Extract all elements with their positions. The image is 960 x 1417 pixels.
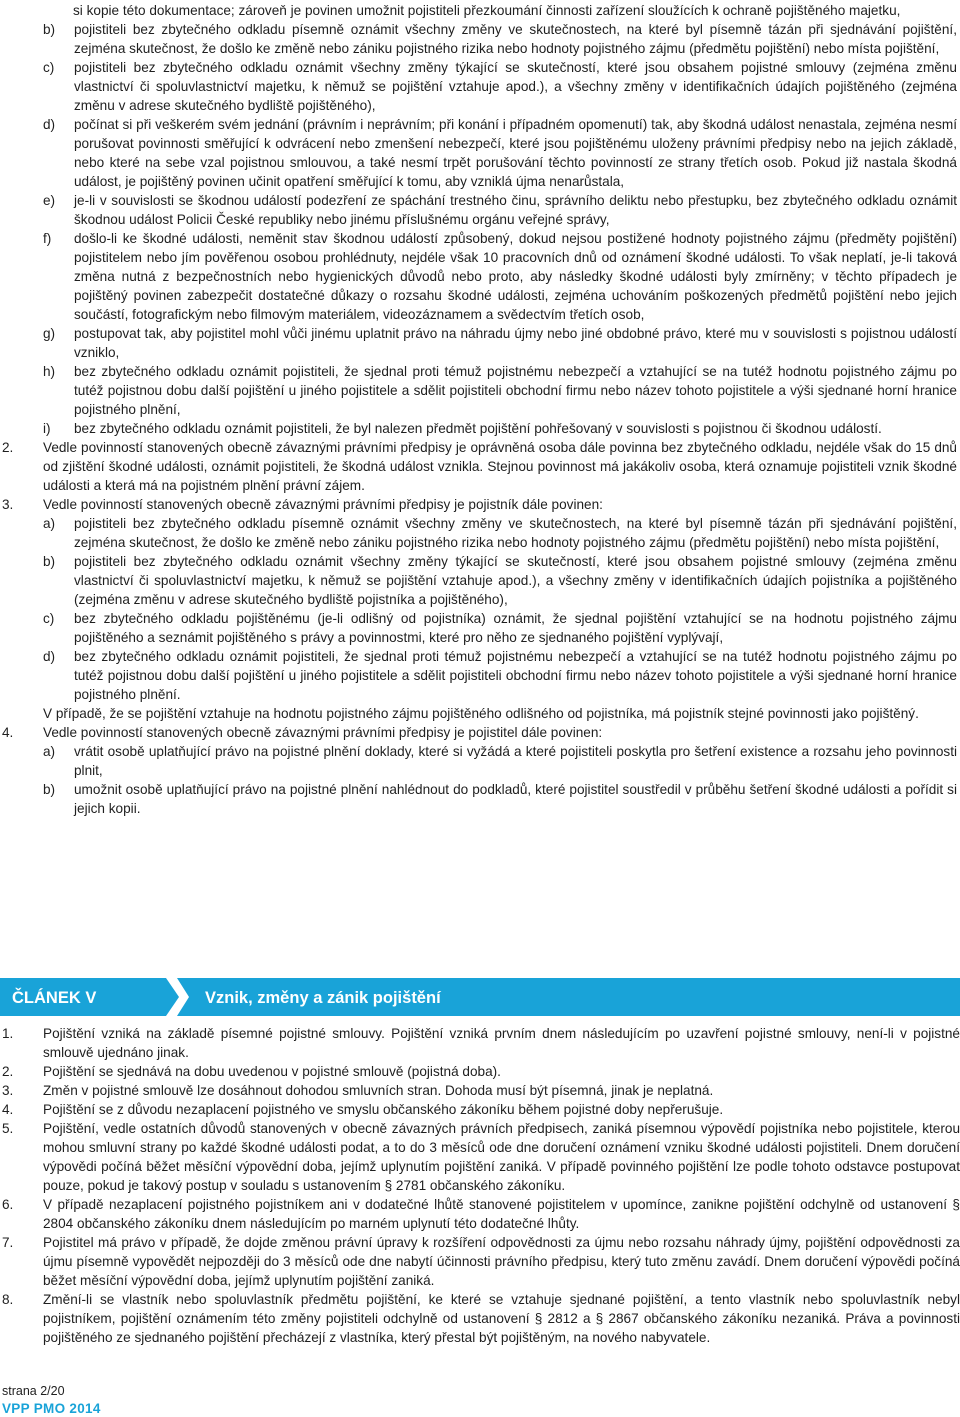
list-item-label: g): [43, 326, 56, 341]
numbered-paragraph-label: 7.: [2, 1235, 14, 1250]
list-item: [43, 742, 957, 780]
numbered-paragraph-text: V případě nezaplacení pojistného pojistníkem ani v dodatečné lhůtě stanovené pojistitelem v upomínce, zanikne pojištění odchylně od ustanovení § 2804 občanského zákoníku dnem následujícím po marném uplynutí této dodatečné lhůty.: [43, 1197, 960, 1231]
numbered-paragraph-label: 8.: [2, 1292, 14, 1307]
list-item: [43, 324, 957, 362]
list-item-text: pojistiteli bez zbytečného odkladu písemně oznámit všechny změny ve skutečnostech, na které byl písemně tázán při sjednávání pojištění, zejména skutečnost, že došlo ke změně nebo zániku pojistného rizika nebo hodnoty pojistného zájmu (předmětu pojištění) nebo místa pojištění,: [74, 516, 957, 550]
numbered-paragraph-text: Změn v pojistné smlouvě lze dosáhnout dohodou smluvních stran. Dohoda musí být písemná, jinak je neplatná.: [43, 1083, 714, 1098]
article-number: ČLÁNEK V: [12, 989, 97, 1007]
numbered-paragraph: [0, 438, 960, 495]
page-number: strana 2/20: [2, 1384, 65, 1398]
policyholder-obligation-list: [0, 514, 960, 704]
list-item: [43, 362, 957, 419]
list-item-label: a): [43, 744, 56, 759]
list-item-text: počínat si při veškerém svém jednání (právním i neprávním; při konání i případném opomenutí) tak, aby škodná událost nenastala, zejména nesmí porušovat povinnosti směřující k odvrácení nebo zmenšení nebezpečí, které jsou pojištěnému uloženy právními předpisy nebo na jejich základě, nebo které na sebe vzal pojistnou smlouvou, a také nesmí trpět porušování těchto povinností ze strany třetích osob. Pokud již nastala škodná událost, je pojištěný povinen učinit opatření směřující k tomu, aby vzniklá újma nenarůstala,: [74, 117, 957, 189]
numbered-paragraph-text: Pojistitel má právo v případě, že dojde změnou právní úpravy k rozšíření odpovědnosti za újmu nebo rozsahu náhrady újmy, pojištění odpovědnosti za újmu písemně vypovědět nejpozději do 3 měsíců ode dne nabytí účinnosti právního předpisu, který tuto změnu zavádí. Dnem doručení výpovědi počíná běžet měsíční výpovědní doba, jejímž uplynutím pojištění zaniká.: [43, 1235, 960, 1288]
document-code: VPP PMO 2014: [2, 1401, 101, 1416]
insurer-obligation-list: [0, 742, 960, 818]
numbered-paragraph: [0, 1233, 960, 1290]
numbered-paragraph-text: Změní-li se vlastník nebo spoluvlastník předmětu pojištění, ke které se vztahuje sjednané pojištění, a tento vlastník nebo spoluvlastník nebyl pojistníkem, pojištění oznámením této změny pojistiteli odchylně od ustanovení § 2812 a § 2867 občanského zákoníku nezaniká. Práva a povinnosti pojištěného ze sjednaného pojištění přecházejí z vlastníka, který přestal být pojištěným, na nového nabyvatele.: [43, 1292, 960, 1345]
continued-paragraph: si kopie této dokumentace; zároveň je povinen umožnit pojistiteli přezkoumání činnosti zařízení sloužících k ochraně pojištěného majetku,: [73, 3, 901, 18]
numbered-paragraph-label: 4.: [2, 1102, 14, 1117]
list-item-text: pojistiteli bez zbytečného odkladu písemně oznámit všechny změny ve skutečnostech, na které byl písemně tázán při sjednávání pojištění, zejména skutečnost, že došlo ke změně nebo zániku pojistného rizika nebo hodnoty pojistného zájmu (předmětu pojištění) nebo místa pojištění,: [74, 22, 957, 56]
numbered-paragraph: [0, 1100, 960, 1119]
list-item: [43, 20, 957, 58]
numbered-paragraph-label: 3.: [2, 1083, 14, 1098]
list-item: [43, 229, 957, 324]
article-heading-band: [0, 978, 960, 1016]
numbered-paragraph-text: Pojištění vzniká na základě písemné pojistné smlouvy. Pojištění vzniká prvním dnem následujícím po uzavření pojistné smlouvy, není-li v pojistné smlouvě ujednáno jinak.: [43, 1026, 960, 1060]
list-item-label: c): [43, 60, 55, 75]
list-item-label: e): [43, 193, 56, 208]
list-item: [43, 552, 957, 609]
list-item-text: bez zbytečného odkladu pojištěnému (je-li odlišný od pojistníka) oznámit, že sjednal pojištění vztahující se na hodnotu pojistného zájmu pojištěného a seznámit pojištěného s právy a povinnostmi, které pro něho ze sjednaného pojištění vyplývají,: [74, 611, 957, 645]
paragraph-number: 2.: [2, 440, 14, 455]
list-item-text: pojistiteli bez zbytečného odkladu oznámit všechny změny týkající se skutečností, které jsou obsahem pojistné smlouvy (zejména změnu vlastnictví či spoluvlastnictví majetku, k němuž se pojištění vztahuje apod.), a všechny změny v identifikačních údajích pojištěného (zejména změnu v adrese skutečného bydliště pojištěného),: [74, 60, 957, 113]
list-item-text: postupovat tak, aby pojistitel mohl vůči jinému uplatnit právo na náhradu újmy nebo jiné obdobné právo, které mu v souvislosti s pojistnou událostí vzniklo,: [74, 326, 957, 360]
numbered-paragraph: [0, 723, 960, 742]
list-item-text: umožnit osobě uplatňující právo na pojistné plnění nahlédnout do podkladů, které pojistitel soustředil v průběhu šetření škodné události a pořídit si jejich kopii.: [74, 782, 957, 816]
numbered-paragraph: [0, 1195, 960, 1233]
list-item-label: h): [43, 364, 56, 379]
list-item-label: i): [43, 421, 51, 436]
section-obligations: [0, 1, 960, 818]
numbered-paragraph: [0, 495, 960, 514]
numbered-paragraph: [0, 1081, 960, 1100]
list-item-text: bez zbytečného odkladu oznámit pojistiteli, že sjednal proti témuž pojistnému nebezpečí a vztahující se na tutéž hodnotu pojistného zájmu po tutéž pojistnou dobu další pojištění u jiného pojistitele a sdělit pojistiteli obchodní firmu nebo název tohoto pojistitele a výši sjednané horní hranice pojistného plnění.: [74, 649, 957, 702]
list-item-label: b): [43, 554, 56, 569]
list-item-label: b): [43, 22, 56, 37]
list-item: [43, 58, 957, 115]
list-item-text: bez zbytečného odkladu oznámit pojistiteli, že byl nalezen předmět pojištění pohřešovaný v souvislosti s pojistnou či škodnou událostí.: [74, 421, 882, 436]
list-item-text: je-li v souvislosti se škodnou událostí podezření ze spáchání trestného činu, správního deliktu nebo přestupku, bez zbytečného odkladu oznámit škodnou událost Policii České republiky nebo jinému příslušnému orgánu veřejné správy,: [74, 193, 957, 227]
section-article-v: [0, 1024, 960, 1347]
numbered-paragraph-label: 5.: [2, 1121, 14, 1136]
numbered-paragraph-text: Pojištění, vedle ostatních důvodů stanovených v obecně závazných právních předpisech, zaniká písemnou výpovědí pojistníka nebo pojistitele, kterou mohou smluvní strany po každé škodné události podat, a to do 3 měsíců ode dne doručení oznámení vzniku škodné události pojistiteli. Dnem doručení výpovědi počíná běžet měsíční výpovědní doba, jejímž uplynutím pojištění zaniká. V případě povinného pojištění lze podle tohoto odstavce postupovat pouze, pokud je takový postup v souladu s ustanovením § 2781 občanského zákoníku.: [43, 1121, 960, 1193]
list-item-label: d): [43, 649, 56, 664]
paragraph-number: 4.: [2, 725, 14, 740]
list-item-label: a): [43, 516, 56, 531]
numbered-paragraph: [0, 1290, 960, 1347]
list-item-label: d): [43, 117, 56, 132]
paragraph-number: 3.: [2, 497, 14, 512]
list-item-text: došlo-li ke škodné události, neměnit stav škodnou událostí způsobený, dokud nejsou postižené hodnoty pojistného zájmu (předměty pojištění) pojistitelem nebo jím pověřenou osobou prohlédnuty, nejdéle však 10 pracovních dnů od oznámení škodné události. To však neplatí, je-li taková změna nutná z bezpečnostních nebo hygienických důvodů nebo proto, aby následky škodné události byly zmírněny; v těchto případech je pojištěný povinen zabezpečit dostatečné důkazy o rozsahu škodné události, zejména uchováním poškozených předmětů pojištění nebo jejich součástí, fotografickým nebo filmovým materiálem, videozáznamem a svědectvím třetích osob,: [74, 231, 957, 322]
list-item-text: bez zbytečného odkladu oznámit pojistiteli, že sjednal proti témuž pojistnému nebezpečí a vztahující se na tutéž hodnotu pojistného zájmu po tutéž pojistnou dobu další pojištění u jiného pojistitele a sdělit pojistiteli obchodní firmu nebo název tohoto pojistitele a výši sjednané horní hranice pojistného plnění,: [74, 364, 957, 417]
numbered-paragraph-label: 2.: [2, 1064, 14, 1079]
list-item-label: b): [43, 782, 56, 797]
list-item: [43, 514, 957, 552]
paragraph-text: Vedle povinností stanovených obecně závaznými právními předpisy je pojistitel dále povinen:: [43, 725, 603, 740]
list-item: [43, 780, 957, 818]
list-item: [43, 647, 957, 704]
numbered-paragraph: [0, 1119, 960, 1195]
list-item-label: f): [43, 231, 52, 246]
list-item-text: vrátit osobě uplatňující právo na pojistné plnění doklady, které si vyžádá a které pojistiteli poskytla pro šetření existence a rozsahu jeho povinnosti plnit,: [74, 744, 957, 778]
list-item: [43, 609, 957, 647]
list-item: [43, 419, 957, 438]
paragraph-note: V případě, že se pojištění vztahuje na hodnotu pojistného zájmu pojištěného odlišného od pojistníka, má pojistník stejné povinnosti jako pojištěný.: [43, 706, 919, 721]
paragraph-text: Vedle povinností stanovených obecně závaznými právními předpisy je pojistník dále povinen:: [43, 497, 603, 512]
list-item-label: c): [43, 611, 55, 626]
list-item: [43, 115, 957, 191]
numbered-paragraph-label: 1.: [2, 1026, 14, 1041]
article-title: Vznik, změny a zánik pojištění: [205, 989, 441, 1007]
list-item: [43, 191, 957, 229]
numbered-paragraph-label: 6.: [2, 1197, 14, 1212]
obligation-list: [0, 20, 960, 438]
numbered-paragraph-text: Pojištění se sjednává na dobu uvedenou v pojistné smlouvě (pojistná doba).: [43, 1064, 501, 1079]
paragraph-text: Vedle povinností stanovených obecně závaznými právními předpisy je oprávněná osoba dále povinna bez zbytečného odkladu, nejdéle však do 15 dnů od zjištění škodné události, oznámit pojistiteli, že škodná událost vznikla. Stejnou povinnost má jakákoliv osoba, která oznamuje pojistiteli vznik škodné události a která má na pojistném plnění právní zájem.: [43, 440, 957, 493]
numbered-paragraph: [0, 1024, 960, 1062]
numbered-paragraph-text: Pojištění se z důvodu nezaplacení pojistného ve smyslu občanského zákoníku během pojistné doby nepřerušuje.: [43, 1102, 724, 1117]
list-item-text: pojistiteli bez zbytečného odkladu oznámit všechny změny týkající se skutečností, které jsou obsahem pojistné smlouvy (zejména změnu vlastnictví či spoluvlastnictví majetku, k němuž se pojištění vztahuje apod.), a všechny změny v identifikačních údajích pojistníka a pojištěného (zejména změnu v adrese skutečného bydliště pojistníka a pojištěného),: [74, 554, 957, 607]
numbered-paragraph: [0, 1062, 960, 1081]
